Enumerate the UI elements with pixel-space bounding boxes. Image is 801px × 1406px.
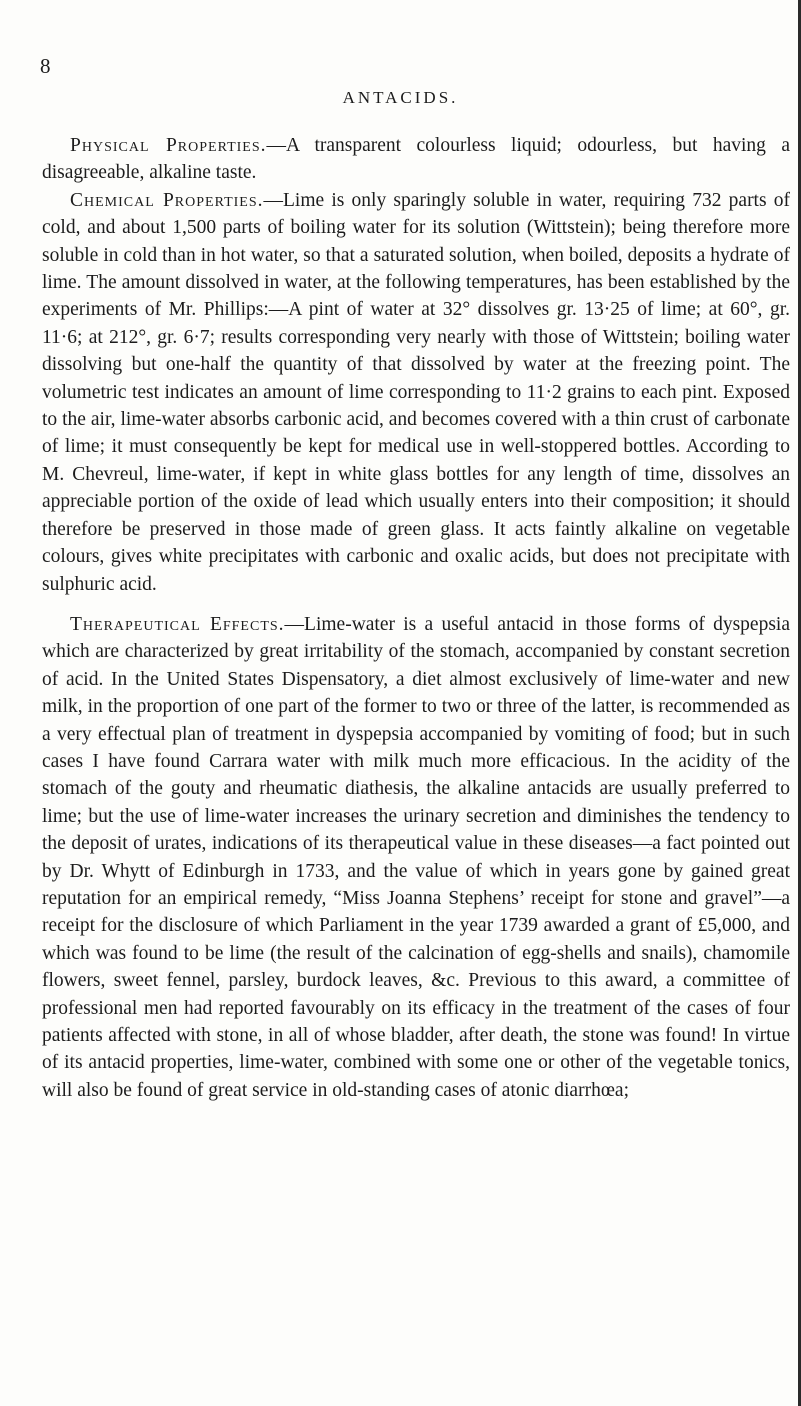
paragraph-physical-properties xyxy=(42,132,790,187)
paragraph-text: —Lime-water is a useful antacid in those forms of dyspepsia which are characterized by great irritability of the stomach, accompanied by constant secretion of acid. In the United States Dispensatory, a diet almost exclusively of lime-water and new milk, in the proportion of one part of the former to two or three of the latter, is recommended as a very effectual plan of treatment in dyspepsia accompanied by vomiting of food; but in such cases I have found Carrara water with milk much more efficacious. In the acidity of the stomach of the gouty and rheumatic diathesis, the alkaline antacids are usually preferred to lime; but the use of lime-water increases the urinary secretion and diminishes the tendency to the deposit of urates, indications of its therapeutical value in these diseases—a fact pointed out by Dr. Whytt of Edinburgh in 1733, and the value of which in years gone by gained great reputation for an empirical remedy, “Miss Joanna Stephens’ receipt for stone and gravel”—a receipt for the disclosure of which Parliament in the year 1739 awarded a grant of £5,000, and which was found to be lime (the result of the calcination of egg-shells and snails), chamomile flowers, sweet fennel, parsley, burdock leaves, &c. Previous to this award, a committee of professional men had reported favourably on its efficacy in the treatment of the cases of four patients affected with stone, in all of whose bladder, after death, the stone was found! In virtue of its antacid properties, lime-water, combined with some one or other of the vegetable tonics, will also be found of great service in old-standing cases of atonic diarrhœa; xyxy=(42,613,790,1101)
paragraph-therapeutical-effects xyxy=(42,611,790,1104)
section-heading: Therapeutical Effects. xyxy=(70,613,285,635)
paragraph-text: —A transparent colourless liquid; odourless, but having a disagreeable, alkaline taste. xyxy=(42,135,790,184)
section-heading: Physical Properties. xyxy=(70,135,267,156)
page-number: 8 xyxy=(40,54,51,78)
paragraph-text: —Lime is only sparingly soluble in water, requiring 732 parts of cold, and about 1,500 parts of boiling water for its solution (Wittstein); being therefore more soluble in cold than in hot water, so that a saturated solution, when boiled, deposits a hydrate of lime. The amount dissolved in water, at the following temperatures, has been established by the experiments of Mr. Phillips:—A pint of water at 32° dissolves gr. 13·25 of lime; at 60°, gr. 11·6; at 212°, gr. 6·7; results corresponding very nearly with those of Wittstein; boiling water dissolving but one-half the quantity of that dissolved by water at the freezing point. The volumetric test indicates an amount of lime corresponding to 11·2 grains to each pint. Exposed to the air, lime-water absorbs carbonic acid, and becomes covered with a thin crust of carbonate of lime; it must consequently be kept for medical use in well-stoppered bottles. According to M. Chevreul, lime-water, if kept in white glass bottles for any length of time, dissolves an appreciable portion of the oxide of lead which usually enters into their composition; it should therefore be preserved in those made of green glass. It acts faintly alkaline on vegetable colours, gives white precipitates with carbonic and oxalic acids, but does not precipitate with sulphuric acid. xyxy=(42,189,790,595)
paragraph-chemical-properties xyxy=(42,187,790,598)
running-head: ANTACIDS. xyxy=(342,88,459,107)
body-text xyxy=(42,132,790,1104)
section-heading: Chemical Properties. xyxy=(70,189,264,211)
